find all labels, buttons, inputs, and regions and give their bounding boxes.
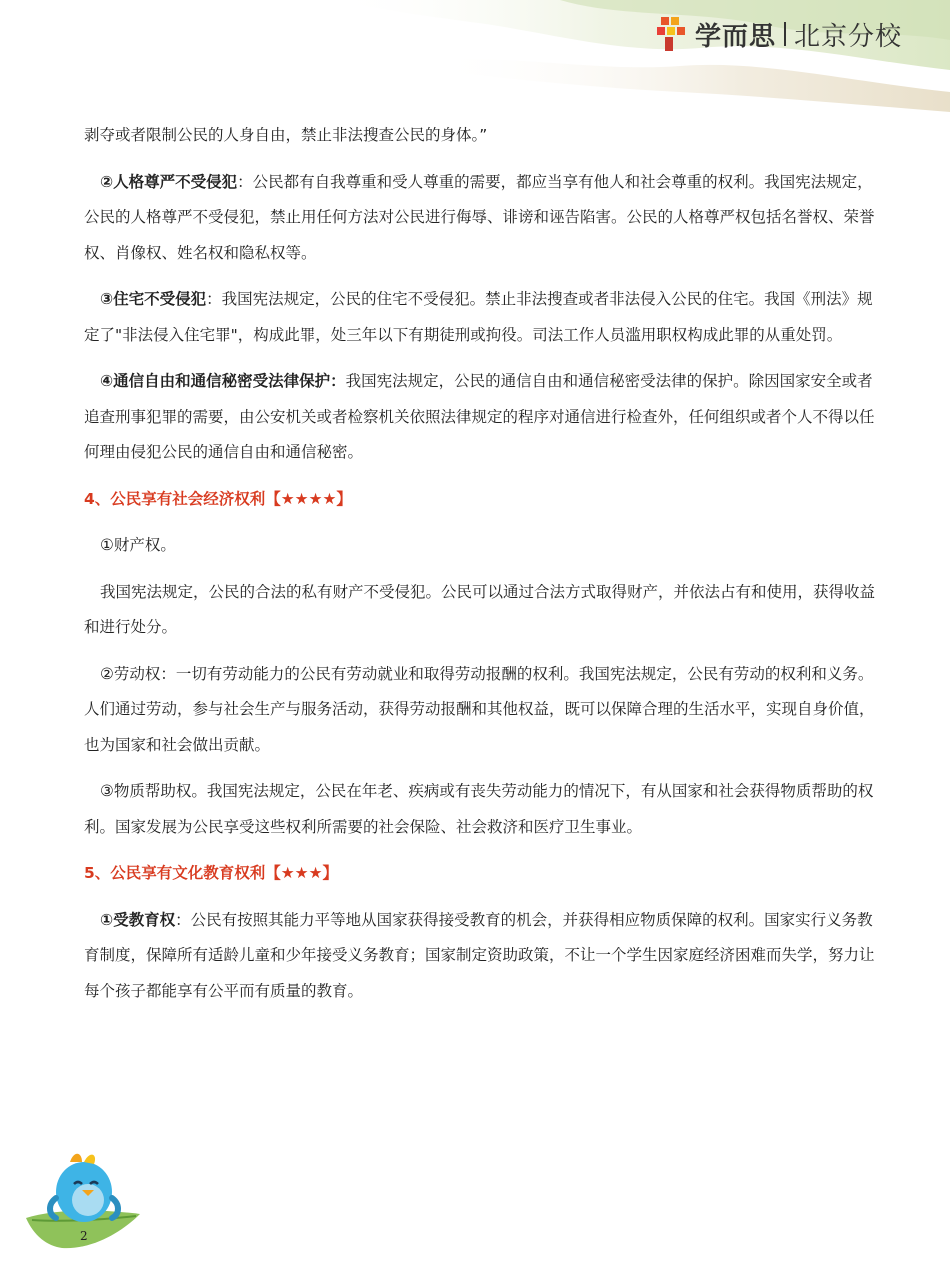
page-number: 2: [80, 1229, 88, 1243]
paragraph-bold-lead: ①受教育权: [100, 910, 176, 929]
paragraph: [84, 118, 884, 154]
paragraph-bold-lead: ④通信自由和通信秘密受法律保护：: [100, 372, 346, 390]
brand-branch: 北京分校: [794, 21, 903, 52]
paragraph-text: ②劳动权：一切有劳动能力的公民有劳动就业和取得劳动报酬的权利。我国宪法规定，公民有劳动的权利和义务。人们通过劳动，参与社会生产与服务活动，获得劳动报酬和其他权益，既可以保障合理的生活水平，实现自身价值，也为国家和社会做出贡献。: [84, 664, 875, 754]
paragraph: [84, 282, 884, 353]
paragraph-bold-lead: ②人格尊严不受侵犯: [100, 172, 238, 191]
brand-logo: [655, 14, 902, 54]
document-body: [84, 118, 884, 1009]
section-heading: 5、公民享有文化教育权利【★★★】: [84, 864, 338, 882]
paragraph: [84, 528, 884, 564]
paragraph-bold-lead: ③住宅不受侵犯: [100, 290, 207, 308]
paragraph-text: 我国宪法规定，公民的合法的私有财产不受侵犯。公民可以通过合法方式取得财产，并依法占有和使用，获得收益和进行处分。: [84, 582, 876, 636]
paragraph-text: ：公民有按照其能力平等地从国家获得接受教育的机会，并获得相应物质保障的权利。国家实行义务教育制度，保障所有适龄儿童和少年接受义务教育；国家制定资助政策，不让一个学生因家庭经济困难而失学，努力让每个孩子都能享有公平而有质量的教育。: [84, 910, 875, 1000]
paragraph-text: ③物质帮助权。我国宪法规定，公民在年老、疾病或有丧失劳动能力的情况下，有从国家和社会获得物质帮助的权利。国家发展为公民享受这些权利所需要的社会保险、社会救济和医疗卫生事业。: [84, 782, 874, 836]
paragraph: [84, 903, 884, 1010]
paragraph: [84, 364, 884, 471]
paragraph-text: ：公民都有自我尊重和受人尊重的需要，都应当享有他人和社会尊重的权利。我国宪法规定，公民的人格尊严不受侵犯，禁止用任何方法对公民进行侮辱、诽谤和诬告陷害。公民的人格尊严权包括名誉权、荣誉权、肖像权、姓名权和隐私权等。: [84, 172, 875, 262]
brand-logo-icon: [655, 15, 689, 53]
paragraph: [84, 657, 884, 764]
paragraph-text: ：我国宪法规定，公民的住宅不受侵犯。禁止非法搜查或者非法侵入公民的住宅。我国《刑法》规定了"非法侵入住宅罪"，构成此罪，处三年以下有期徒刑或拘役。司法工作人员滥用职权构成此罪的从重处罚。: [84, 290, 873, 344]
section-heading: 4、公民享有社会经济权利【★★★★】: [84, 489, 352, 508]
paragraph-text: ①财产权。: [100, 536, 176, 554]
paragraph-text: 剥夺或者限制公民的人身自由，禁止非法搜查公民的身体。”: [84, 126, 488, 144]
paragraph: [84, 774, 884, 845]
paragraph: [84, 575, 884, 646]
brand-name: 学而思: [695, 21, 777, 52]
paragraph: [84, 165, 884, 272]
paragraph-text: 我国宪法规定，公民的通信自由和通信秘密受法律的保护。除因国家安全或者追查刑事犯罪的需要，由公安机关或者检察机关依照法律规定的程序对通信进行检查外，任何组织或者个人不得以任何理由侵犯公民的通信自由和通信秘密。: [84, 372, 875, 461]
brand-separator: [784, 22, 786, 46]
